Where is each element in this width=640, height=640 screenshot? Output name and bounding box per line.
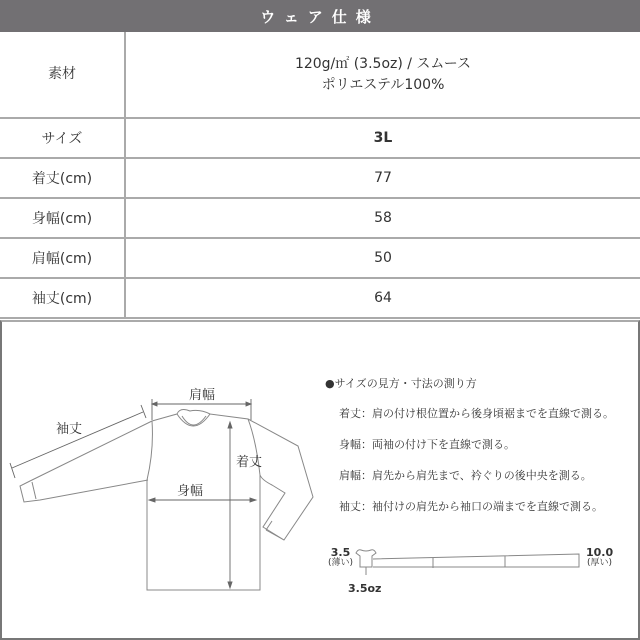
spec-title: ウェア仕様 (260, 7, 380, 26)
measurement-guide (325, 375, 635, 529)
body-length-value: 77 (125, 158, 640, 198)
material-value-line1: 120g/㎡ (3.5oz) / スムース (294, 55, 472, 72)
thickness-min (328, 547, 353, 569)
guide-item-body-length: 着丈：肩の付け根位置から後身頃裾までを直線で測る。 (339, 407, 614, 420)
label-body-length: 着丈 (236, 455, 263, 470)
shoulder-width-label: 肩幅(cm) (0, 238, 125, 278)
guide-item-shoulder-width: 肩幅：肩先から肩先まで、衿ぐりの後中央を測る。 (339, 469, 592, 482)
label-sleeve-length: 袖丈 (56, 422, 83, 437)
size-value: 3L (125, 118, 640, 158)
guide-item-body-width: 身幅：両袖の付け下を直線で測る。 (339, 438, 515, 451)
thickness-max-value: 10.0 (586, 546, 614, 559)
shoulder-width-value: 50 (125, 238, 640, 278)
guide-item-sleeve-length: 袖丈：袖付けの肩先から袖口の端までを直線で測る。 (339, 500, 603, 513)
body-width-value: 58 (125, 198, 640, 238)
thickness-max-label: (厚い) (587, 558, 613, 568)
thickness-max (586, 547, 613, 569)
size-label: サイズ (0, 118, 125, 158)
thickness-min-label: (薄い) (328, 558, 354, 568)
guide-title: ●サイズの見方・寸法の測り方 (325, 377, 477, 390)
sleeve-length-label: 袖丈(cm) (0, 278, 125, 318)
thickness-current: 3.5oz (348, 582, 382, 595)
body-width-label: 身幅(cm) (0, 198, 125, 238)
label-body-width: 身幅 (177, 484, 204, 499)
body-length-label: 着丈(cm) (0, 158, 125, 198)
material-label: 素材 (0, 32, 125, 118)
label-shoulder-width: 肩幅 (189, 388, 216, 403)
material-value-line2: ポリエステル100% (321, 76, 445, 93)
thickness-min-value: 3.5 (330, 546, 351, 559)
shirt-diagram-icon (0, 0, 320, 600)
fabric-thickness-scale (320, 540, 640, 600)
sleeve-length-value: 64 (125, 278, 640, 318)
